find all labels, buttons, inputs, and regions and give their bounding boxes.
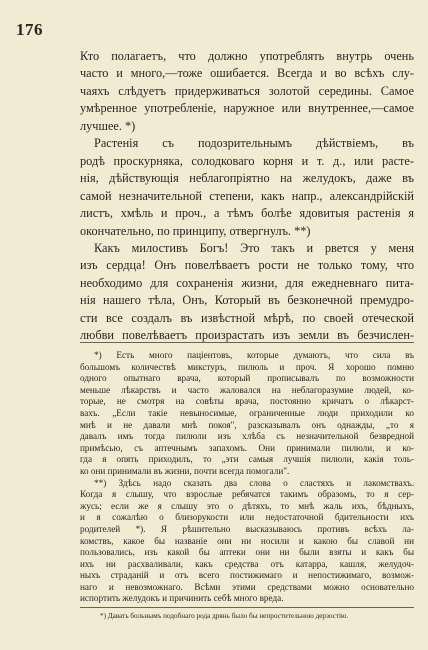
footnote-line: примѣсью, съ аптечнымъ запахомъ. Они принимали пилюли, и ко-: [80, 442, 414, 453]
text-line: Какъ милостивъ Богъ! Это такъ и рвется у меня: [94, 240, 414, 255]
text-line: окончательно, по принципу, отвергнулъ. **): [80, 223, 311, 238]
footnote-line: давалъ имъ тогда пилюли изъ хлѣба съ незначительной безвредной: [80, 431, 414, 442]
text-line: часто и много,—тоже ошибается. Всегда и во всѣхъ слу-: [80, 66, 414, 81]
footnote-line: одного опытнаго врача, который прописывалъ по возможности: [80, 373, 414, 384]
main-text: [80, 48, 414, 345]
text-line: любви повелѣваетъ произрастать изъ земли въ безчислен-: [80, 328, 414, 343]
text-line: нія нашего тѣла, Онъ, Который въ безконечной премудро-: [80, 293, 414, 308]
footnote-line: ныхъ страданій и отъ всего постижимаго и непостижимаго, возмож-: [80, 570, 414, 581]
text-line: чаяхъ слѣдуетъ придерживаться золотой середины. Самое: [80, 83, 414, 98]
footnote-line: вахъ. „Если такіе невыносимые, ограниченные люди приходили ко: [80, 407, 414, 418]
text-line: необходимо для сохраненія жизни, для ежедневнаго пита-: [80, 275, 414, 290]
footnote-line: *) Есть много паціентовъ, которые думаютъ, что сила въ: [94, 350, 414, 360]
text-line: умѣренное употребленіе, наружное или внутреннее,—самое: [80, 101, 414, 116]
text-line: листъ, хмѣль и проч., а тѣмъ болѣе ядовитыя растенія я: [80, 206, 414, 221]
text-line: Растенія съ подозрительнымъ дѣйствіемъ, въ: [94, 136, 414, 151]
bottom-note-divider: [80, 607, 414, 608]
footnote-line: наго и невозможнаго. Всѣми этими средствами можно основательно: [80, 581, 414, 592]
bottom-note: *) Давать больнымъ подобнаго рода дрянь было бы непростительною дерзостію.: [100, 612, 349, 620]
text-line: нія, дѣйствующія неблагопріятно на желудокъ, даже въ: [80, 171, 414, 186]
footnote-line: мнѣ и не давали мнѣ покоя", разсказывалъ онъ однажды, „то я: [80, 419, 414, 430]
footnote-line: Когда я слышу, что взрослые ребячатся такимъ образомъ, то я сер-: [80, 489, 414, 500]
footnote-line: жусь; если же я слышу это о дѣтяхъ, то мнѣ жаль ихъ, бѣдныхъ,: [80, 500, 414, 511]
page-number: 176: [16, 20, 43, 39]
footnote-line: торые, не смотря на совѣты врача, постоянно кричатъ о лѣкарст-: [80, 396, 414, 407]
text-line: изъ сердца! Онъ повелѣваетъ рости не только тому, что: [80, 258, 414, 273]
text-line: самой незначительной степени, какъ напр., александрійскій: [80, 188, 414, 203]
footnotes: [80, 350, 414, 605]
text-line: лучшее. *): [80, 118, 136, 133]
footnote-line: меньше лѣкарствъ и часто жаловался на неблагоразумие людей, ко-: [80, 384, 414, 395]
footnote-line: комствъ, какое бы названіе они ни носили и какою бы славой ни: [80, 535, 414, 546]
footnote-line: гда я опять приходилъ, то „эти самыя лучшія пилюли, какія толь-: [80, 454, 414, 465]
footnote-line: испортить желудокъ и причинить себѣ много вреда.: [80, 593, 284, 604]
footnote-line: большомъ количествѣ микстуръ, пилюль и проч. Я хорошо помню: [80, 361, 414, 372]
text-line: сти все создалъ въ извѣстной мѣрѣ, по своей отеческой: [80, 310, 414, 325]
footnote-line: пользовались, изъ какой бы аптеки они ни были взяты и какъ бы: [80, 547, 414, 558]
footnote-line: ко они принимали въ жизни, почти всегда помогали".: [80, 465, 290, 476]
text-line: родѣ проскурняка, солодковаго корня и т. д., или расте-: [80, 153, 414, 168]
footnote-line: ихъ ни расхваливали, какъ средства отъ катарра, кашля, желудоч-: [80, 558, 414, 569]
footnote-line: и я сожалѣю о близорукости или недостаточной бдительности ихъ: [80, 512, 414, 523]
text-line: Кто полагаетъ, что должно употреблять внутрь очень: [80, 49, 414, 63]
footnote-line: **) Здѣсь надо сказать два слова о сластяхъ и лакомствахъ.: [94, 477, 414, 488]
footnote-divider: [80, 342, 414, 343]
footnote-line: родителей *). Я рѣшительно высказываюсь противъ всѣхъ ла-: [80, 523, 414, 534]
